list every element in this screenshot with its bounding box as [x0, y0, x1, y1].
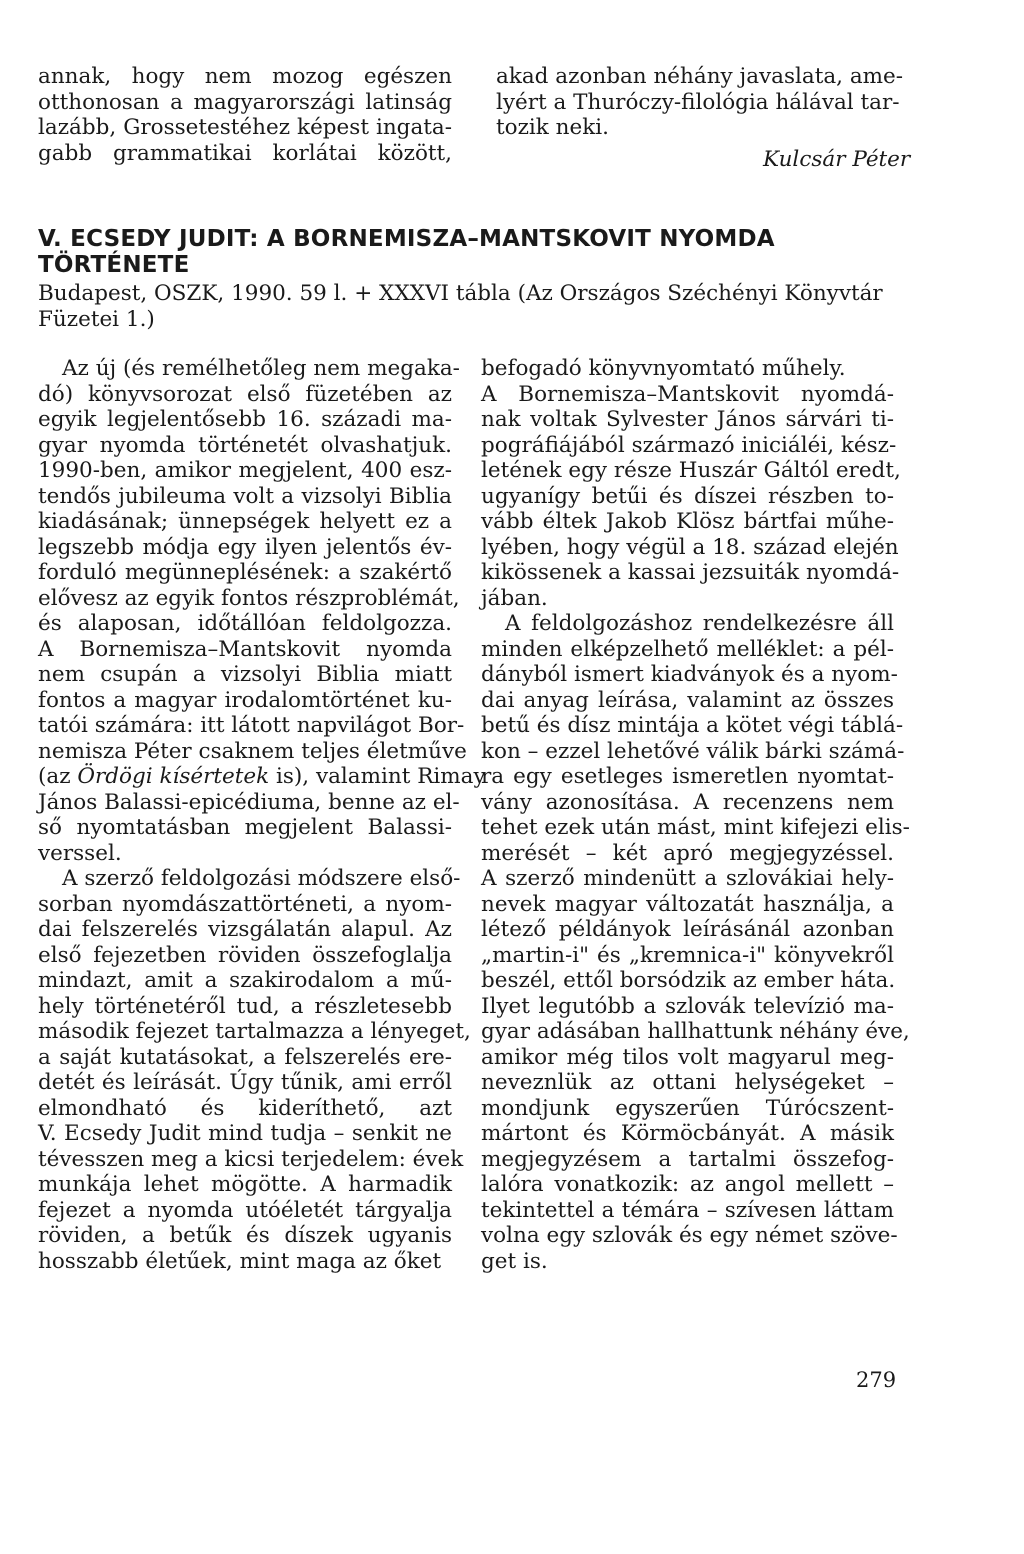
text-line: otthonosan a magyarországi latinság — [38, 89, 452, 115]
text-line: János Balassi-epicédiuma, benne az el- — [38, 789, 460, 815]
text-line: gabb grammatikai korlátai között, — [38, 140, 452, 166]
text-line: pográfiájából származó iniciáléi, kész- — [481, 432, 897, 458]
text-line: tekintettel a témára – szívesen láttam — [481, 1197, 894, 1223]
text-line: mindazt, amit a szakirodalom a mű- — [38, 968, 452, 993]
text-line: tendős jubileuma volt a vizsolyi Biblia — [38, 483, 452, 509]
text-line: lazább, Grossetestéhez képest ingata- — [38, 115, 452, 140]
text-line: A Bornemisza–Mantskovit nyomda — [38, 636, 452, 662]
text-line: letének egy része Huszár Gáltól eredt, — [481, 458, 901, 483]
text-line: volna egy szlovák és egy német szöve- — [481, 1223, 898, 1248]
text-line: egyik legjelentősebb 16. századi ma- — [38, 407, 452, 432]
biblio-line: Budapest, OSZK, 1990. 59 l. + XXXVI tábla (Az Országos Széchényi Könyvtár — [38, 281, 883, 306]
text-line: ső nyomtatásban megjelent Balassi- — [38, 815, 452, 840]
body-right-column — [481, 356, 910, 1274]
bibliographic-info — [38, 281, 883, 333]
text-line: Az új (és remélhetőleg nem megaka- — [62, 356, 460, 381]
text-line: A Bornemisza–Mantskovit nyomdá- — [481, 381, 894, 407]
text-line: neveznlük az ottani helységeket – — [481, 1070, 894, 1095]
biblio-line: Füzetei 1.) — [38, 307, 155, 332]
text-line: 1990-ben, amikor megjelent, 400 esz- — [38, 458, 452, 483]
text-line: létező példányok leírásánál azonban — [481, 917, 894, 942]
top-right-column — [496, 64, 904, 141]
text-line: befogadó könyvnyomtató műhely. — [481, 356, 846, 381]
text-line: A szerző mindenütt a szlovákiai hely- — [481, 866, 894, 891]
text-line: annak, hogy nem mozog egészen — [38, 64, 452, 89]
text-line: dai felszerelés vizsgálatán alapul. Az — [38, 917, 452, 942]
page-number: 279 — [856, 1368, 897, 1392]
text-line: nemisza Péter csaknem teljes életműve — [38, 738, 467, 764]
text-line: beszél, ettől borsódzik az ember háta. — [481, 968, 896, 993]
text-line: ra egy esetleges ismeretlen nyomtat- — [481, 764, 894, 789]
text-line: amikor még tilos volt magyarul meg- — [481, 1044, 894, 1070]
text-line: mondjunk egyszerűen Túrócszent- — [481, 1095, 894, 1121]
review-title-line: TÖRTÉNETE — [38, 252, 190, 278]
text-line: lyében, hogy végül a 18. század elején — [481, 534, 899, 560]
text-line: és alaposan, időtállóan feldolgozza. — [38, 611, 452, 636]
text-line: tehet ezek után mást, mint kifejezi elis- — [481, 815, 910, 840]
text-line: fejezet a nyomda utóéletét tárgyalja — [38, 1197, 452, 1223]
text-line: tozik neki. — [496, 115, 609, 140]
text-line: elővesz az egyik fontos részproblémát, — [38, 585, 460, 611]
text-line: V. Ecsedy Judit mind tudja – senkit ne — [38, 1121, 452, 1146]
text-line: a saját kutatásokat, a felszerelés ere- — [38, 1044, 452, 1070]
work-title: Ördögi kísértetek — [77, 764, 270, 789]
text-line: ugyanígy betűi és díszei részben to- — [481, 483, 894, 509]
text-line: legszebb módja egy ilyen jelentős év- — [38, 534, 452, 560]
text-line: kiadásának; ünnepségek helyett ez a — [38, 509, 452, 534]
signature: Kulcsár Péter — [763, 147, 911, 172]
text-line: megjegyzésem a tartalmi összefog- — [481, 1146, 894, 1172]
text-line: nak voltak Sylvester János sárvári ti- — [481, 407, 894, 432]
text-line: kon – ezzel lehetővé válik bárki számá- — [481, 738, 905, 764]
text-line: dó) könyvsorozat első füzetében az — [38, 381, 452, 407]
text-line: lalóra vonatkozik: az angol mellett – — [481, 1172, 894, 1197]
text-line: „martin-i" és „kremnica-i" könyvekről — [481, 942, 894, 968]
review-heading — [38, 226, 878, 278]
text-line: lyért a Thuróczy-filológia hálával tar- — [496, 89, 900, 115]
text-line: hosszabb életűek, mint maga az őket — [38, 1248, 442, 1274]
text-line: dai anyag leírása, valamint az összes — [481, 687, 894, 713]
top-left-column — [38, 64, 452, 166]
text-line: fontos a magyar irodalomtörténet ku- — [38, 687, 452, 713]
text-line: akad azonban néhány javaslata, ame- — [496, 64, 904, 89]
text-line: hely történetéről tud, a részletesebb — [38, 993, 452, 1019]
text-line: detét és leírását. Úgy tűnik, ami erről — [38, 1070, 452, 1095]
body-left-column — [38, 356, 486, 1274]
text-line: vább éltek Jakob Klösz bártfai műhe- — [481, 509, 894, 534]
text-line: tatói számára: itt látott napvilágot Bor- — [38, 713, 465, 738]
text-line: forduló megünneplésének: a szakértő — [38, 560, 452, 585]
text-line: kikössenek a kassai jezsuiták nyomdá- — [481, 560, 900, 585]
text-line: merését – két apró megjegyzéssel. — [481, 840, 894, 866]
text-line: nem csupán a vizsolyi Biblia miatt — [38, 662, 452, 687]
text-line: sorban nyomdászattörténeti, a nyom- — [38, 891, 452, 917]
text-line: nevek magyar változatát használja, a — [481, 891, 894, 917]
text-line: röviden, a betűk és díszek ugyanis — [38, 1223, 452, 1248]
text-line: A feldolgozáshoz rendelkezésre áll — [505, 611, 894, 636]
text-line: Ilyet legutóbb a szlovák televízió ma- — [481, 993, 894, 1019]
text-line: (az Ördögi kísértetek is), valamint Rimay — [38, 764, 486, 789]
text-line: get is. — [481, 1248, 548, 1274]
text-line: elmondható és kideríthető, azt — [38, 1095, 452, 1121]
text-line: tévesszen meg a kicsi terjedelem: évek — [38, 1146, 464, 1172]
text-line: minden elképzelhető melléklet: a pél- — [481, 636, 894, 662]
text-line: A szerző feldolgozási módszere első- — [62, 866, 461, 891]
text-line: első fejezetben röviden összefoglalja — [38, 942, 452, 968]
text-line: munkája lehet mögötte. A harmadik — [38, 1172, 452, 1197]
text-line: vány azonosítása. A recenzens nem — [481, 789, 894, 815]
text-line: verssel. — [38, 840, 122, 866]
text-line: gyar adásában hallhattunk néhány éve, — [481, 1019, 910, 1044]
text-line: jában. — [481, 585, 548, 611]
text-line: gyar nyomda történetét olvashatjuk. — [38, 432, 452, 458]
review-title-line: V. ECSEDY JUDIT: A BORNEMISZA–MANTSKOVIT NYOMDA — [38, 226, 775, 252]
text-line: betű és dísz mintája a kötet végi táblá- — [481, 713, 904, 738]
text-line: második fejezet tartalmazza a lényeget, — [38, 1019, 471, 1044]
text-line: mártont és Körmöcbányát. A másik — [481, 1121, 894, 1146]
text-line: dányból ismert kiadványok és a nyom- — [481, 662, 898, 687]
